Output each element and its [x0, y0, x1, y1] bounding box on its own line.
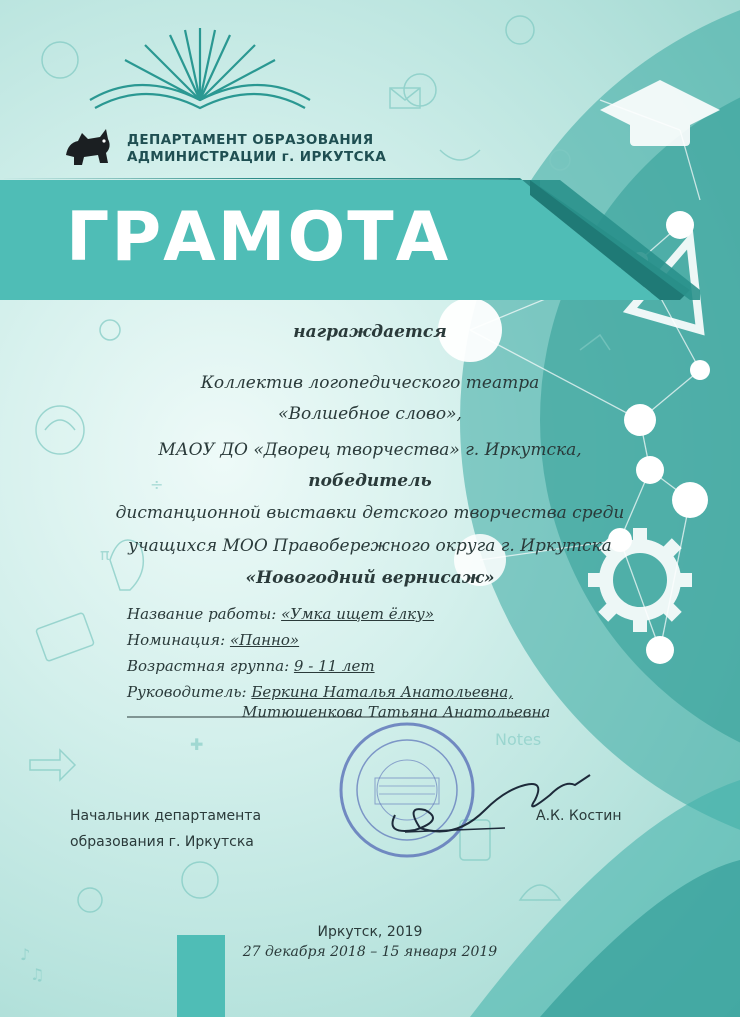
work-title-row — [127, 605, 434, 623]
signer-position-line-2: образования г. Иркутска — [70, 834, 254, 850]
award-line-2: «Волшебное слово», — [278, 404, 462, 424]
exhibition-name: «Новогодний вернисаж» — [245, 568, 495, 588]
leader-value-1: Беркина Наталья Анатольевна, — [251, 683, 514, 701]
leader-value-2: Митюшенкова Татьяна Анатольевна — [242, 703, 551, 721]
svg-text:π: π — [100, 545, 110, 564]
work-title-value: «Умка ищет ёлку» — [281, 605, 435, 623]
signer-position-line-1: Начальник департамента — [70, 808, 262, 824]
age-group-value: 9 - 11 лет — [293, 657, 375, 675]
leader-row — [127, 683, 513, 701]
nomination-value: «Панно» — [229, 631, 300, 649]
nomination-label: Номинация: — [127, 631, 226, 649]
winner-label: победитель — [308, 471, 432, 491]
certificate-title: ГРАМОТА — [66, 198, 451, 277]
work-title-label: Название работы: — [127, 605, 277, 623]
leader-label: Руководитель: — [127, 683, 247, 701]
signer-name: А.К. Костин — [536, 808, 622, 824]
age-group-label: Возрастная группа: — [127, 657, 290, 675]
svg-text:Notes: Notes — [495, 730, 542, 749]
department-line-2: АДМИНИСТРАЦИИ г. ИРКУТСКА — [127, 149, 387, 165]
age-group-row — [127, 657, 375, 675]
svg-text:÷: ÷ — [150, 475, 164, 494]
svg-text:♫: ♫ — [30, 965, 45, 984]
irkutsk-emblem-icon — [62, 125, 114, 167]
award-line-3: МАОУ ДО «Дворец творчества» г. Иркутска, — [158, 440, 582, 460]
handwritten-signature-icon — [375, 740, 605, 850]
awarded-label: награждается — [293, 322, 447, 342]
award-line-4: дистанционной выставки детского творчества среди — [115, 503, 625, 523]
event-dates: 27 декабря 2018 – 15 января 2019 — [242, 944, 498, 960]
award-line-1: Коллектив логопедического театра — [200, 373, 540, 393]
svg-text:♪: ♪ — [20, 945, 31, 964]
department-line-1: ДЕПАРТАМЕНТ ОБРАЗОВАНИЯ — [127, 132, 374, 148]
nomination-row — [127, 631, 299, 649]
award-line-5: учащихся МОО Правобережного округа г. Иркутска — [128, 536, 612, 556]
svg-text:✚: ✚ — [190, 735, 204, 754]
city-year: Иркутск, 2019 — [317, 924, 423, 940]
